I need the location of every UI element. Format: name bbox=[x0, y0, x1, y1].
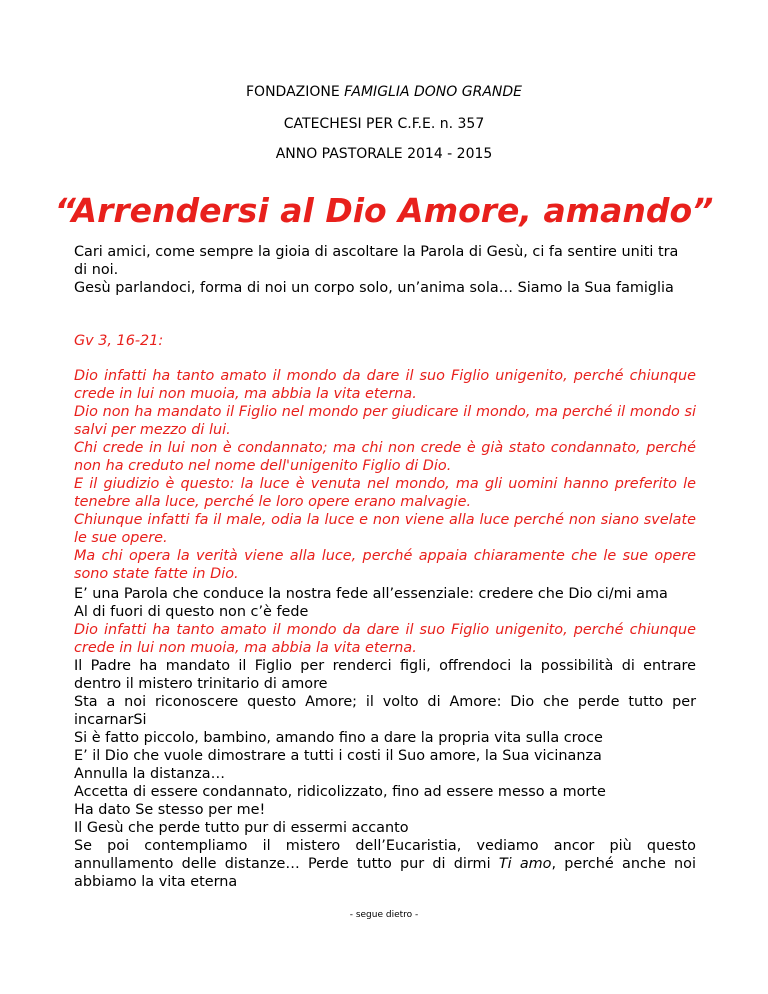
commentary-line: Il Gesù che perde tutto pur di essermi accanto bbox=[74, 820, 409, 836]
pastoral-year: ANNO PASTORALE 2014 - 2015 bbox=[275, 146, 493, 162]
foundation-name: FAMIGLIA DONO GRANDE bbox=[344, 84, 522, 100]
page-footer: - segue dietro - bbox=[349, 910, 419, 920]
commentary-text: Se poi contempliamo il mistero dell’Eucaristia, vediamo ancor più questo annullamento delle distanze… Perde tutto pur di dirmi bbox=[74, 838, 696, 872]
commentary-line: Accetta di essere condannato, ridicolizzato, fino ad essere messo a morte bbox=[74, 784, 606, 800]
commentary-line: Si è fatto piccolo, bambino, amando fino a dare la propria vita sulla croce bbox=[74, 730, 603, 746]
commentary-line: Ha dato Se stesso per me! bbox=[74, 802, 266, 818]
foundation-prefix: FONDAZIONE bbox=[246, 84, 345, 100]
gospel-verse: Chiunque infatti fa il male, odia la luce e non viene alla luce perché non siano svelate le sue opere. bbox=[74, 512, 696, 546]
foundation-header bbox=[0, 83, 768, 101]
commentary-line: Al di fuori di questo non c’è fede bbox=[74, 604, 309, 620]
commentary-text: , perché anche noi abbiamo la vita eterna bbox=[74, 856, 696, 890]
intro-line: Cari amici, come sempre la gioia di ascoltare la Parola di Gesù, ci fa sentire uniti tra di noi. bbox=[74, 244, 679, 278]
commentary-line: Annulla la distanza… bbox=[74, 766, 225, 782]
document-title: “Arrendersi al Dio Amore, amando” bbox=[54, 191, 714, 230]
commentary-quote: Dio infatti ha tanto amato il mondo da dare il suo Figlio unigenito, perché chiunque crede in lui non muoia, ma abbia la vita eterna. bbox=[74, 622, 696, 656]
gospel-verse: Dio non ha mandato il Figlio nel mondo per giudicare il mondo, ma perché il mondo si salvi per mezzo di lui. bbox=[74, 404, 696, 438]
gospel-verse: Chi crede in lui non è condannato; ma chi non crede è già stato condannato, perché non ha creduto nel nome dell'unigenito Figlio di Dio. bbox=[74, 440, 696, 474]
commentary-line: Sta a noi riconoscere questo Amore; il volto di Amore: Dio che perde tutto per incarnarSi bbox=[74, 694, 696, 728]
gospel-passage bbox=[74, 367, 696, 583]
intro-paragraph bbox=[74, 243, 696, 297]
gospel-verse: Ma chi opera la verità viene alla luce, perché appaia chiaramente che le sue opere sono state fatte in Dio. bbox=[74, 548, 696, 582]
commentary-line: Il Padre ha mandato il Figlio per renderci figli, offrendoci la possibilità di entrare dentro il mistero trinitario di amore bbox=[74, 658, 696, 692]
commentary-emphasis: Ti amo bbox=[498, 856, 552, 872]
gospel-verse: Dio infatti ha tanto amato il mondo da dare il suo Figlio unigenito, perché chiunque crede in lui non muoia, ma abbia la vita eterna. bbox=[74, 368, 696, 402]
commentary-line bbox=[74, 837, 696, 891]
catechesis-header: CATECHESI PER C.F.E. n. 357 bbox=[283, 116, 485, 132]
commentary bbox=[74, 585, 696, 891]
intro-line: Gesù parlandoci, forma di noi un corpo solo, un’anima sola… Siamo la Sua famiglia bbox=[74, 280, 674, 296]
gospel-verse: E il giudizio è questo: la luce è venuta nel mondo, ma gli uomini hanno preferito le tenebre alla luce, perché le loro opere erano malvagie. bbox=[74, 476, 696, 510]
commentary-line: E’ il Dio che vuole dimostrare a tutti i costi il Suo amore, la Sua vicinanza bbox=[74, 748, 602, 764]
commentary-line: E’ una Parola che conduce la nostra fede all’essenziale: credere che Dio ci/mi ama bbox=[74, 586, 668, 602]
gospel-reference: Gv 3, 16-21: bbox=[74, 333, 164, 349]
